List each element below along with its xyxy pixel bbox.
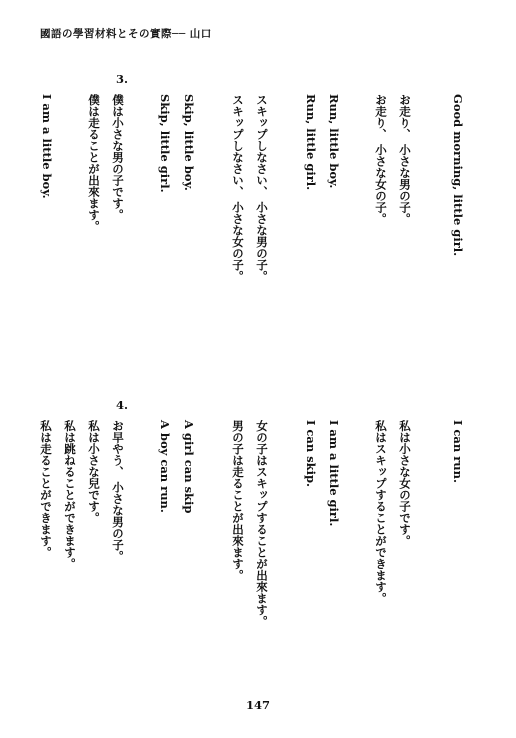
section-number: 4. bbox=[116, 398, 129, 412]
text-line: 男の子は走ることが出來ます。 bbox=[231, 420, 245, 581]
text-line: 私はスキップすることができます。 bbox=[374, 420, 388, 604]
text-line: I am a little girl. bbox=[327, 420, 341, 527]
text-line: Skip, little girl. bbox=[158, 94, 172, 193]
text-line: 僕は小さな男の子です。 bbox=[111, 94, 125, 221]
text-line: 私は小さな女の子です。 bbox=[398, 420, 412, 547]
text-line: 私は走ることができます。 bbox=[39, 420, 53, 558]
text-line: 私は跳ねることができます。 bbox=[63, 420, 77, 570]
text-line: スキップしなさい、 小さな女の子。 bbox=[231, 94, 245, 283]
text-line: Run, little boy. bbox=[327, 94, 341, 189]
text-line: I am a little boy. bbox=[40, 94, 54, 199]
text-line: お早やう、 小さな男の子。 bbox=[111, 420, 125, 563]
text-line: A girl can skip bbox=[182, 420, 196, 514]
text-line: 女の子はスキップすることが出來ます。 bbox=[255, 420, 269, 627]
page-number: 147 bbox=[245, 698, 270, 712]
text-line: お走り、 小さな男の子。 bbox=[398, 94, 412, 225]
text-line: Good morning, little girl. bbox=[451, 94, 465, 257]
text-line: I can skip. bbox=[304, 420, 318, 488]
text-line: Run, little girl. bbox=[304, 94, 318, 191]
text-line: 私は小さな兒です。 bbox=[87, 420, 101, 524]
section-number: 3. bbox=[116, 72, 129, 86]
text-line: 僕は走ることが出來ます。 bbox=[87, 94, 101, 232]
text-line: お走り、 小さな女の子。 bbox=[374, 94, 388, 225]
running-header: 國語の學習材料とその實際── 山口 bbox=[40, 28, 212, 40]
text-line: A boy can run. bbox=[158, 420, 172, 513]
text-line: スキップしなさい、 小さな男の子。 bbox=[255, 94, 269, 283]
text-line: Skip, little boy. bbox=[182, 94, 196, 191]
text-line: I can run. bbox=[451, 420, 465, 483]
